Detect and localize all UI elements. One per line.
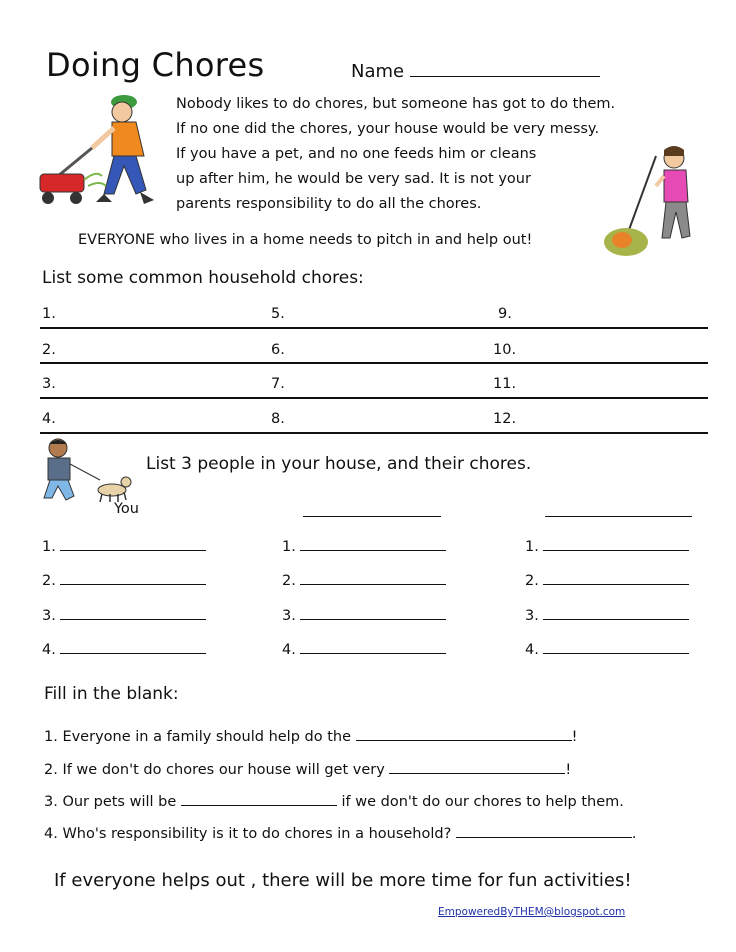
question-2: 2. If we don't do chores our house will get very ! — [44, 762, 572, 778]
question-2-blank[interactable] — [389, 760, 565, 774]
intro-line-5: parents responsibility to do all the chores. — [176, 196, 482, 212]
intro-line-1: Nobody likes to do chores, but someone has got to do them. — [176, 96, 616, 112]
closing-message: If everyone helps out , there will be more time for fun activities! — [54, 870, 632, 891]
name-blank[interactable] — [410, 60, 600, 77]
person-2-chore-4[interactable]: 4. — [282, 640, 446, 658]
intro-line-2: If no one did the chores, your house would be very messy. — [176, 121, 600, 137]
lawn-mower-boy-illustration — [36, 90, 166, 212]
person-1-chore-3[interactable]: 3. — [42, 606, 206, 624]
chore-write-line[interactable] — [40, 432, 708, 434]
person-1-chore-1[interactable]: 1. — [42, 537, 206, 555]
chore-number: 10. — [493, 342, 517, 358]
chore-number: 7. — [271, 376, 285, 392]
chore-number: 8. — [271, 411, 285, 427]
chore-number: 3. — [42, 376, 56, 392]
chore-number: 4. — [42, 411, 56, 427]
person-3-name-field[interactable] — [545, 502, 692, 521]
person-1-chore-4[interactable]: 4. — [42, 640, 206, 658]
person-3-chore-3[interactable]: 3. — [525, 606, 689, 624]
chore-number: 9. — [498, 306, 512, 322]
chore-write-line[interactable] — [40, 397, 708, 399]
intro-line-4: up after him, he would be very sad. It is not your — [176, 171, 531, 187]
dog-walking-kid-illustration — [40, 436, 136, 504]
question-4-blank[interactable] — [456, 824, 632, 838]
question-3: 3. Our pets will be if we don't do our chores to help them. — [44, 794, 624, 810]
chore-number: 1. — [42, 306, 56, 322]
person-3-chore-4[interactable]: 4. — [525, 640, 689, 658]
intro-line-3: If you have a pet, and no one feeds him or cleans — [176, 146, 537, 162]
person-1-chore-2[interactable]: 2. — [42, 571, 206, 589]
chore-number: 11. — [493, 376, 517, 392]
question-1: 1. Everyone in a family should help do the ! — [44, 729, 578, 745]
person-2-name-field[interactable] — [303, 502, 441, 521]
people-chores-heading: List 3 people in your house, and their chores. — [146, 454, 532, 474]
question-1-blank[interactable] — [356, 727, 572, 741]
name-field[interactable] — [351, 60, 600, 82]
person-2-chore-2[interactable]: 2. — [282, 571, 446, 589]
you-label: You — [114, 501, 139, 517]
person-3-chore-1[interactable]: 1. — [525, 537, 689, 555]
chore-number: 6. — [271, 342, 285, 358]
fill-in-blank-heading: Fill in the blank: — [44, 684, 179, 704]
person-2-chore-1[interactable]: 1. — [282, 537, 446, 555]
person-3-chore-2[interactable]: 2. — [525, 571, 689, 589]
chore-number: 2. — [42, 342, 56, 358]
chore-write-line[interactable] — [40, 327, 708, 329]
chore-number: 5. — [271, 306, 285, 322]
credit-link[interactable]: EmpoweredByTHEM@blogspot.com — [438, 906, 626, 918]
chore-number: 12. — [493, 411, 517, 427]
chores-list-heading: List some common household chores: — [42, 268, 364, 288]
question-3-blank[interactable] — [181, 792, 337, 806]
everyone-statement: EVERYONE who lives in a home needs to pitch in and help out! — [78, 232, 533, 248]
name-label: Name — [351, 61, 405, 82]
page-title: Doing Chores — [46, 46, 265, 84]
person-2-chore-3[interactable]: 3. — [282, 606, 446, 624]
chore-write-line[interactable] — [40, 362, 708, 364]
question-4: 4. Who's responsibility is it to do chores in a household? . — [44, 826, 637, 842]
sweeping-kid-illustration — [600, 142, 696, 264]
